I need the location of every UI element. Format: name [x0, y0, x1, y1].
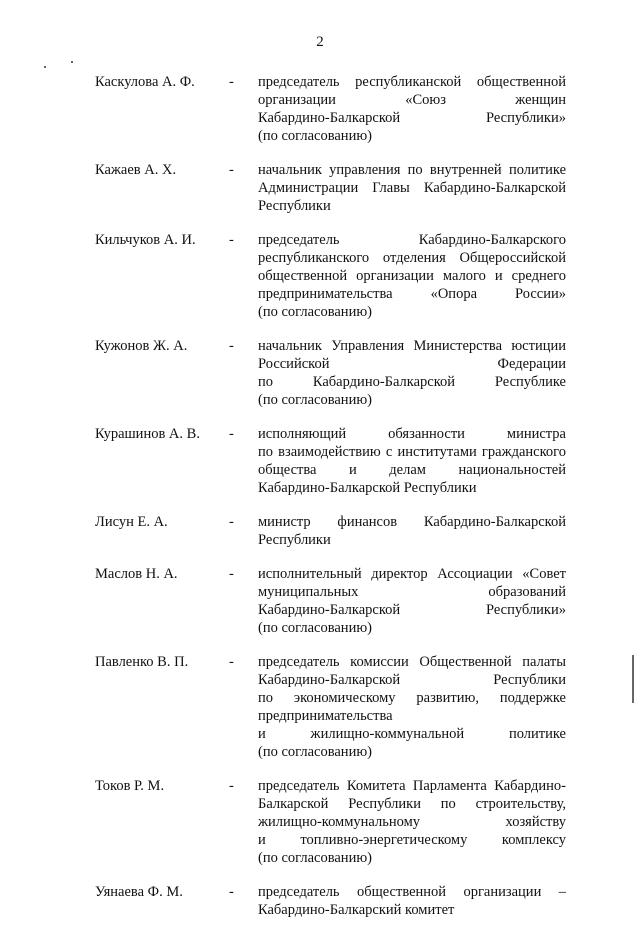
scan-speck [44, 66, 46, 68]
member-entry [0, 425, 640, 497]
page-number: 2 [316, 34, 324, 50]
separator-dash: - [229, 162, 234, 178]
position-line: председатель комиссии Общественной палаты [258, 654, 566, 670]
position-line: Российской Федерации [258, 356, 566, 372]
position-line: исполнительный директор Ассоциации «Совет [258, 566, 566, 582]
position-line: Балкарской Республики по строительству, [258, 796, 566, 812]
member-list [0, 73, 640, 935]
position-line: председатель Комитета Парламента Кабардино- [258, 778, 566, 794]
member-name: Кужонов Ж. А. [95, 338, 188, 354]
position-line: председатель Кабардино-Балкарского [258, 232, 566, 248]
position-line: министр финансов Кабардино-Балкарской [258, 514, 566, 530]
position-line: (по согласованию) [258, 620, 372, 636]
separator-dash: - [229, 566, 234, 582]
member-position [258, 653, 566, 761]
member-name: Токов Р. М. [95, 778, 165, 794]
position-line: Кабардино-Балкарский комитет [258, 902, 455, 918]
member-entry [0, 565, 640, 637]
position-line: республиканского отделения Общероссийской [258, 250, 566, 266]
position-line: и жилищно-коммунальной политике [258, 726, 566, 742]
position-line: по Кабардино-Балкарской Республике [258, 374, 566, 390]
separator-dash: - [229, 884, 234, 900]
separator-dash: - [229, 338, 234, 354]
member-entry [0, 513, 640, 549]
member-position [258, 513, 566, 549]
member-entry [0, 777, 640, 867]
member-name: Маслов Н. А. [95, 566, 178, 582]
member-name: Каскулова А. Ф. [95, 74, 195, 90]
position-line: жилищно-коммунальному хозяйству [258, 814, 566, 830]
member-name: Кильчуков А. И. [95, 232, 196, 248]
separator-dash: - [229, 514, 234, 530]
separator-dash: - [229, 232, 234, 248]
separator-dash: - [229, 654, 234, 670]
member-entry [0, 161, 640, 215]
position-line: (по согласованию) [258, 850, 372, 866]
member-entry [0, 883, 640, 919]
separator-dash: - [229, 426, 234, 442]
position-line: исполняющий обязанности министра [258, 426, 566, 442]
member-name: Павленко В. П. [95, 654, 189, 670]
scan-speck [71, 61, 73, 63]
position-line: предпринимательства [258, 708, 393, 724]
member-entry [0, 231, 640, 321]
member-name: Уянаева Ф. М. [95, 884, 183, 900]
member-name: Лисун Е. А. [95, 514, 168, 530]
position-line: (по согласованию) [258, 304, 372, 320]
position-line: председатель общественной организации – [258, 884, 566, 900]
member-entry [0, 337, 640, 409]
position-line: Республики [258, 532, 331, 548]
position-line: (по согласованию) [258, 128, 372, 144]
position-line: начальник управления по внутренней политике [258, 162, 566, 178]
position-line: (по согласованию) [258, 744, 372, 760]
position-line: общества и делам национальностей [258, 462, 566, 478]
position-line: (по согласованию) [258, 392, 372, 408]
member-entry [0, 653, 640, 761]
position-line: муниципальных образований [258, 584, 566, 600]
member-entry [0, 73, 640, 145]
member-position [258, 777, 566, 867]
position-line: организации «Союз женщин [258, 92, 566, 108]
position-line: начальник Управления Министерства юстиции [258, 338, 566, 354]
position-line: Кабардино-Балкарской Республики [258, 672, 566, 688]
position-line: председатель республиканской общественной [258, 74, 566, 90]
position-line: Администрации Главы Кабардино-Балкарской [258, 180, 566, 196]
position-line: по взаимодействию с институтами гражданского [258, 444, 566, 460]
position-line: и топливно-энергетическому комплексу [258, 832, 566, 848]
position-line: Кабардино-Балкарской Республики [258, 480, 477, 496]
member-name: Кажаев А. Х. [95, 162, 177, 178]
position-line: Республики [258, 198, 331, 214]
member-position [258, 231, 566, 321]
position-line: Кабардино-Балкарской Республики» [258, 110, 566, 126]
position-line: по экономическому развитию, поддержке [258, 690, 566, 706]
member-position [258, 73, 566, 145]
position-line: Кабардино-Балкарской Республики» [258, 602, 566, 618]
scan-edge-mark [632, 655, 634, 703]
member-name: Курашинов А. В. [95, 426, 200, 442]
position-line: предпринимательства «Опора России» [258, 286, 566, 302]
member-position [258, 883, 566, 919]
member-position [258, 425, 566, 497]
member-position [258, 337, 566, 409]
separator-dash: - [229, 778, 234, 794]
member-position [258, 161, 566, 215]
position-line: общественной организации малого и среднего [258, 268, 566, 284]
member-position [258, 565, 566, 637]
separator-dash: - [229, 74, 234, 90]
